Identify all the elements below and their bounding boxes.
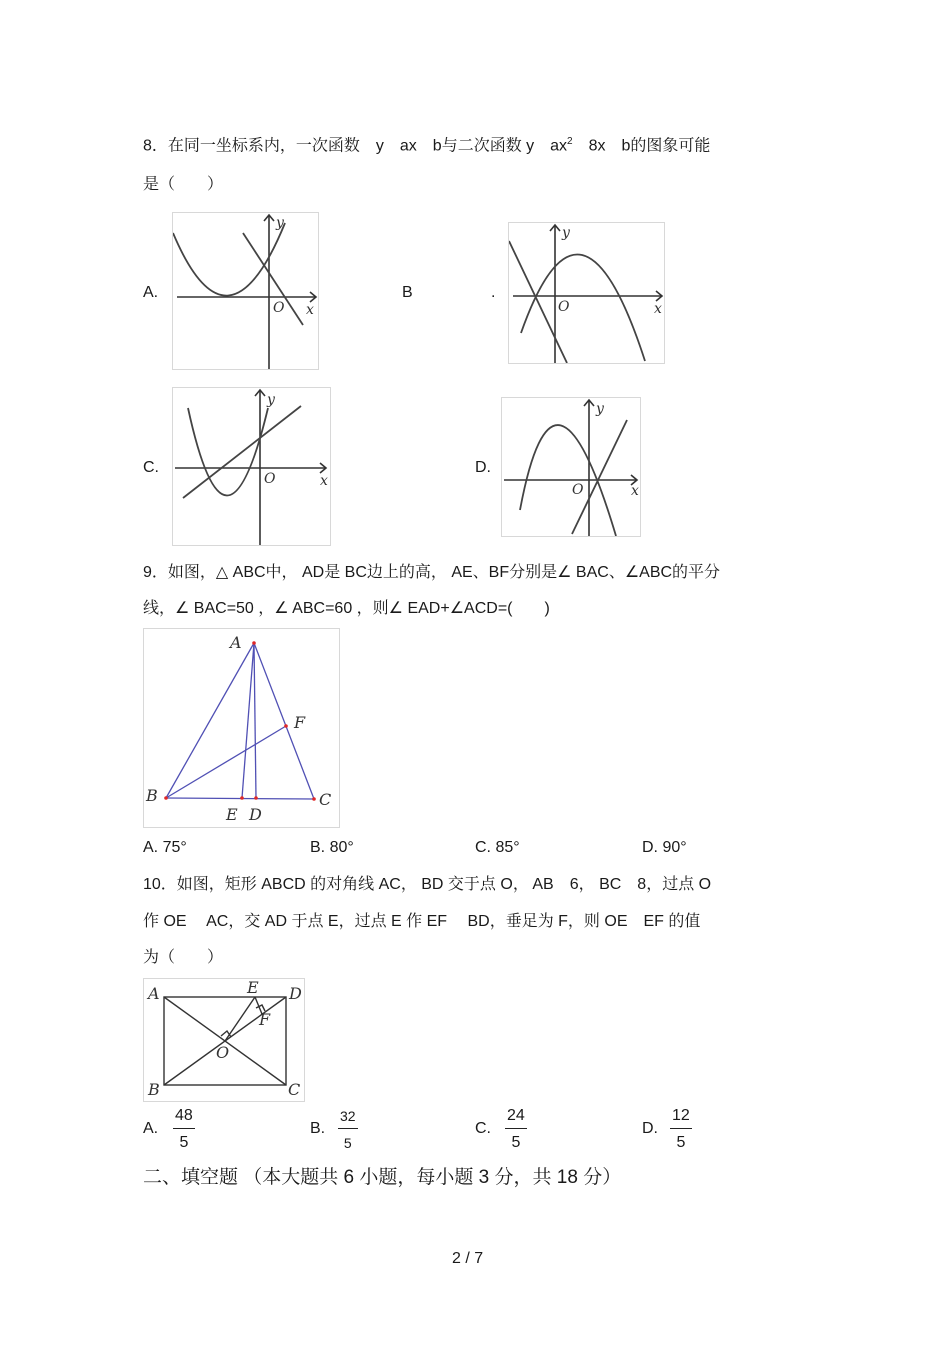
q8a-origin-label: O bbox=[273, 300, 285, 316]
q8-option-d-label: D. bbox=[475, 459, 491, 476]
q10-line1: 10．如图，矩形 ABCD 的对角线 AC， BD 交于点 O， AB 6， BC 8，过点 O bbox=[143, 876, 712, 893]
q10-choice-c-denominator: 5 bbox=[511, 1134, 521, 1151]
section-2-heading: 二、填空题 （本大题共 6 小题，每小题 3 分，共 18 分） bbox=[143, 1167, 622, 1188]
q8-graph-c bbox=[172, 387, 331, 546]
q9-line2: 线，∠ BAC=50 ，∠ ABC=60 ，则∠ EAD+∠ACD=( ) bbox=[143, 600, 550, 617]
q8d-axis-x-label: x bbox=[631, 483, 639, 499]
q9-label-a: A bbox=[230, 633, 242, 652]
q9-choice-c: C. 85° bbox=[475, 839, 520, 856]
q10-choice-d-label: D. bbox=[642, 1120, 658, 1137]
q8c-origin-label: O bbox=[264, 471, 276, 487]
q10-label-c: C bbox=[288, 1080, 301, 1099]
q10-label-f: F bbox=[259, 1010, 271, 1029]
q10-label-b: B bbox=[148, 1080, 160, 1099]
q8-line1-text: 8．在同一坐标系内，一次函数 y ax b与二次函数 y ax bbox=[143, 137, 568, 155]
q10-label-e: E bbox=[247, 979, 259, 997]
q9-label-d: D bbox=[249, 805, 262, 824]
q8-line2: 是（ ） bbox=[143, 176, 224, 193]
q10-rectangle-figure bbox=[143, 978, 305, 1102]
q8b-origin-label: O bbox=[558, 299, 570, 315]
q8d-axis-y-label: y bbox=[596, 401, 604, 417]
q10-choice-d-denominator: 5 bbox=[676, 1134, 686, 1151]
q10-choice-c-label: C. bbox=[475, 1120, 491, 1137]
q10-choice-a-fraction bbox=[173, 1106, 195, 1153]
q8d-origin-label: O bbox=[572, 482, 584, 498]
q8a-axis-y-label: y bbox=[276, 215, 284, 231]
q10-choice-c-fraction bbox=[505, 1106, 527, 1153]
q9-triangle-figure bbox=[143, 628, 340, 828]
q9-choice-b: B. 80° bbox=[310, 839, 354, 856]
q8-exponent: 2 bbox=[567, 136, 573, 147]
q9-choice-a: A. 75° bbox=[143, 839, 187, 856]
q9-label-b: B bbox=[146, 786, 158, 805]
q10-line2: 作 OE AC，交 AD 于点 E，过点 E 作 EF BD，垂足为 F，则 OE EF 的值 bbox=[143, 913, 701, 930]
q9-label-e: E bbox=[226, 805, 238, 824]
q9-line1: 9．如图，△ ABC中， AD是 BC边上的高， AE、BF分别是∠ BAC、∠ABC的平分 bbox=[143, 564, 721, 581]
q10-choice-a-label: A. bbox=[143, 1120, 159, 1137]
q10-label-o: O bbox=[216, 1043, 230, 1062]
q10-choice-b-numerator: 32 bbox=[338, 1106, 358, 1129]
q10-choice-b-fraction bbox=[338, 1106, 358, 1153]
q10-choice-d-numerator: 12 bbox=[670, 1106, 692, 1129]
q9-label-f: F bbox=[294, 713, 306, 732]
q8c-axis-x-label: x bbox=[320, 473, 328, 489]
q10-choice-d-fraction bbox=[670, 1106, 692, 1153]
q10-choice-a-numerator: 48 bbox=[173, 1106, 195, 1129]
q10-choice-b-label: B. bbox=[310, 1120, 326, 1137]
q8-option-c-label: C. bbox=[143, 459, 159, 476]
q8-line1 bbox=[143, 132, 710, 156]
q8b-axis-x-label: x bbox=[654, 301, 662, 317]
q8-graph-d bbox=[501, 397, 641, 537]
q10-label-a: A bbox=[148, 984, 160, 1003]
q9-label-c: C bbox=[319, 790, 332, 809]
page-number: 2 / 7 bbox=[452, 1250, 484, 1267]
q10-choice-a-denominator: 5 bbox=[179, 1134, 189, 1151]
q8c-axis-y-label: y bbox=[267, 392, 275, 408]
q8a-axis-x-label: x bbox=[306, 302, 314, 318]
q8b-axis-y-label: y bbox=[562, 225, 570, 241]
q10-line3: 为（ ） bbox=[143, 949, 224, 966]
q10-label-d: D bbox=[289, 984, 302, 1003]
q8-line1-tail: 8x b的图象可能 bbox=[572, 137, 711, 155]
q8-option-b-dot: . bbox=[491, 284, 496, 301]
q8-option-b-label: B bbox=[402, 284, 413, 301]
q9-choice-d: D. 90° bbox=[642, 839, 687, 856]
q8-graph-a bbox=[172, 212, 319, 370]
q10-choice-c-numerator: 24 bbox=[505, 1106, 527, 1129]
q8-option-a-label: A. bbox=[143, 284, 159, 301]
q10-choice-b-denominator: 5 bbox=[343, 1135, 352, 1151]
q8-graph-b bbox=[508, 222, 665, 364]
